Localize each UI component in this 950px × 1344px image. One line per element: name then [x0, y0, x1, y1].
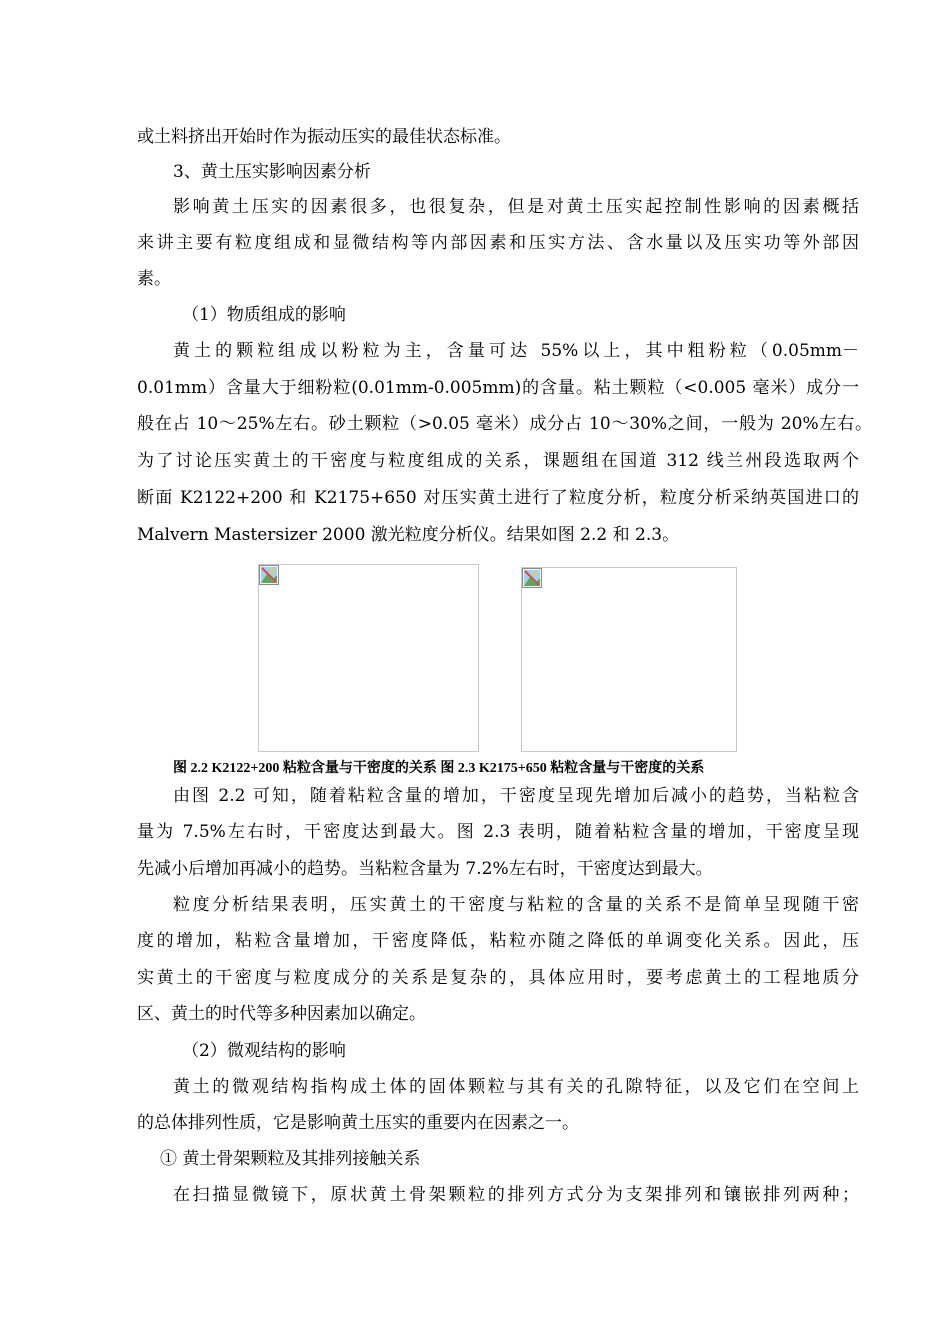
paragraph-line: 0.01mm）含量大于细粉粒(0.01mm-0.005mm)的含量。粘土颗粒（<0.005 毫米）成分一	[137, 378, 859, 398]
paragraph-line: 为了讨论压实黄土的干密度与粒度组成的关系，课题组在国道 312 线兰州段选取两个	[137, 451, 859, 471]
paragraph-line: 黄土的微观结构指构成土体的固体颗粒与其有关的孔隙特征，以及它们在空间上	[173, 1077, 859, 1097]
subsection-heading: （2）微观结构的影响	[182, 1041, 346, 1061]
paragraph-line: 量为 7.5%左右时，干密度达到最大。图 2.3 表明，随着粘粒含量的增加，干密度呈现	[137, 822, 859, 842]
broken-image-icon	[259, 565, 279, 585]
paragraph-line: Malvern Mastersizer 2000 激光粒度分析仪。结果如图 2.2 和 2.3。	[137, 525, 680, 545]
paragraph-line: 或土料挤出开始时作为振动压实的最佳状态标准。	[137, 127, 511, 147]
paragraph-line: 先减小后增加再减小的趋势。当粘粒含量为 7.2%左右时，干密度达到最大。	[137, 859, 713, 879]
subsection-heading: （1）物质组成的影响	[182, 305, 346, 325]
paragraph-line: 般在占 10～25%左右。砂土颗粒（>0.05 毫米）成分占 10～30%之间，一般为 20%左右。	[137, 414, 872, 434]
figure-2-3-image	[521, 567, 737, 752]
paragraph-line: 黄土的颗粒组成以粉粒为主，含量可达 55%以上，其中粗粉粒（0.05mm－	[173, 341, 859, 361]
broken-image-icon	[522, 568, 542, 588]
figure-caption: 图 2.2 K2122+200 粘粒含量与干密度的关系 图 2.3 K2175+650 粘粒含量与干密度的关系	[173, 761, 705, 776]
paragraph-line: 度的增加，粘粒含量增加，干密度降低，粘粒亦随之降低的单调变化关系。因此，压	[137, 931, 859, 951]
paragraph-line: 区、黄土的时代等多种因素加以确定。	[137, 1004, 426, 1024]
paragraph-line: 由图 2.2 可知，随着粘粒含量的增加，干密度呈现先增加后减小的趋势，当粘粒含	[173, 786, 859, 806]
figure-2-2-image	[258, 564, 479, 752]
paragraph-line: 的总体排列性质，它是影响黄土压实的重要内在因素之一。	[137, 1113, 579, 1133]
paragraph-line: 在扫描显微镜下，原状黄土骨架颗粒的排列方式分为支架排列和镶嵌排列两种；	[173, 1185, 859, 1205]
paragraph-line: 素。	[137, 269, 171, 289]
paragraph-line: 断面 K2122+200 和 K2175+650 对压实黄土进行了粒度分析，粒度分析采纳英国进口的	[137, 488, 859, 508]
subsection-heading: ① 黄土骨架颗粒及其排列接触关系	[160, 1149, 421, 1169]
paragraph-line: 实黄土的干密度与粒度成分的关系是复杂的，具体应用时，要考虑黄土的工程地质分	[137, 968, 859, 988]
section-heading: 3、黄土压实影响因素分析	[173, 162, 371, 182]
paragraph-line: 来讲主要有粒度组成和显微结构等内部因素和压实方法、含水量以及压实功等外部因	[137, 233, 859, 253]
paragraph-line: 粒度分析结果表明，压实黄土的干密度与粘粒的含量的关系不是简单呈现随干密	[173, 895, 859, 915]
paragraph-line: 影响黄土压实的因素很多，也很复杂，但是对黄土压实起控制性影响的因素概括	[173, 197, 859, 217]
